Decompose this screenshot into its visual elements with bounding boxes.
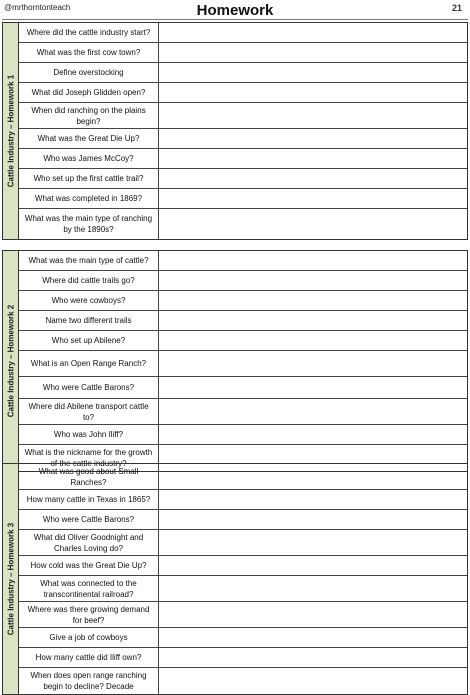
- answer-cell[interactable]: [159, 149, 467, 168]
- section-title: Cattle Industry – Homework 2: [6, 304, 15, 418]
- table-row: [19, 169, 467, 189]
- table-row: [19, 43, 467, 63]
- answer-cell[interactable]: [159, 251, 467, 270]
- question-cell: When does open range ranching begin to decline? Decade: [19, 668, 159, 694]
- answer-cell[interactable]: [159, 668, 467, 694]
- question-cell: What was the Great Die Up?: [19, 129, 159, 148]
- question-cell: What was connected to the transcontinental railroad?: [19, 576, 159, 601]
- question-cell: Define overstocking: [19, 63, 159, 82]
- section-title: Cattle Industry – Homework 3: [6, 522, 15, 636]
- page-number: 21: [451, 3, 462, 13]
- table-row: [19, 576, 467, 602]
- table-row: [19, 628, 467, 648]
- table-row: [19, 331, 467, 351]
- question-cell: What is an Open Range Ranch?: [19, 351, 159, 376]
- question-cell: Give a job of cowboys: [19, 628, 159, 647]
- question-cell: What was completed in 1869?: [19, 189, 159, 208]
- answer-cell[interactable]: [159, 169, 467, 188]
- question-cell: How many cattle did Iliff own?: [19, 648, 159, 667]
- table-row: [19, 648, 467, 668]
- question-cell: Where did cattle trails go?: [19, 271, 159, 290]
- answer-cell[interactable]: [159, 510, 467, 529]
- answer-cell[interactable]: [159, 189, 467, 208]
- table-row: [19, 351, 467, 377]
- author-handle: @mrthorntonteach: [4, 3, 71, 12]
- table-row: [19, 377, 467, 399]
- answer-cell[interactable]: [159, 556, 467, 575]
- answer-cell[interactable]: [159, 83, 467, 102]
- answer-cell[interactable]: [159, 490, 467, 509]
- section-side-label: [3, 464, 19, 694]
- section-side-label: [3, 23, 19, 239]
- section-side-label: [3, 251, 19, 471]
- question-table: [19, 464, 467, 694]
- table-row: [19, 83, 467, 103]
- question-cell: Who were cowboys?: [19, 291, 159, 310]
- table-row: [19, 668, 467, 694]
- table-row: [19, 399, 467, 425]
- homework-1-section: [2, 22, 468, 240]
- answer-cell[interactable]: [159, 311, 467, 330]
- table-row: [19, 251, 467, 271]
- question-cell: Where did Abilene transport cattle to?: [19, 399, 159, 424]
- question-cell: When did ranching on the plains begin?: [19, 103, 159, 128]
- header-divider: [2, 19, 468, 20]
- question-cell: Who set up the first cattle trail?: [19, 169, 159, 188]
- question-cell: What did Joseph Glidden open?: [19, 83, 159, 102]
- table-row: [19, 129, 467, 149]
- question-cell: Who were Cattle Barons?: [19, 377, 159, 398]
- answer-cell[interactable]: [159, 464, 467, 489]
- table-row: [19, 311, 467, 331]
- answer-cell[interactable]: [159, 425, 467, 444]
- table-row: [19, 530, 467, 556]
- question-table: [19, 23, 467, 239]
- table-row: [19, 63, 467, 83]
- answer-cell[interactable]: [159, 576, 467, 601]
- table-row: [19, 271, 467, 291]
- table-row: [19, 23, 467, 43]
- answer-cell[interactable]: [159, 530, 467, 555]
- answer-cell[interactable]: [159, 331, 467, 350]
- table-row: [19, 189, 467, 209]
- question-cell: How many cattle in Texas in 1865?: [19, 490, 159, 509]
- answer-cell[interactable]: [159, 209, 467, 239]
- answer-cell[interactable]: [159, 291, 467, 310]
- question-cell: What was the main type of cattle?: [19, 251, 159, 270]
- question-cell: Name two different trails: [19, 311, 159, 330]
- question-cell: Where did the cattle industry start?: [19, 23, 159, 42]
- question-cell: Who set up Abilene?: [19, 331, 159, 350]
- question-table: [19, 251, 467, 471]
- table-row: [19, 291, 467, 311]
- homework-2-section: [2, 250, 468, 472]
- table-row: [19, 103, 467, 129]
- question-cell: Who was James McCoy?: [19, 149, 159, 168]
- table-row: [19, 602, 467, 628]
- table-row: [19, 490, 467, 510]
- answer-cell[interactable]: [159, 648, 467, 667]
- answer-cell[interactable]: [159, 602, 467, 627]
- question-cell: Who were Cattle Barons?: [19, 510, 159, 529]
- table-row: [19, 425, 467, 445]
- page-title: Homework: [196, 2, 274, 19]
- table-row: [19, 149, 467, 169]
- table-row: [19, 510, 467, 530]
- answer-cell[interactable]: [159, 271, 467, 290]
- answer-cell[interactable]: [159, 23, 467, 42]
- page-header: [0, 0, 470, 22]
- section-title: Cattle Industry – Homework 1: [6, 74, 15, 188]
- table-row: [19, 556, 467, 576]
- answer-cell[interactable]: [159, 63, 467, 82]
- question-cell: What was the main type of ranching by the 1890s?: [19, 209, 159, 239]
- homework-3-section: [2, 463, 468, 695]
- answer-cell[interactable]: [159, 377, 467, 398]
- answer-cell[interactable]: [159, 103, 467, 128]
- question-cell: What was good about Small Ranches?: [19, 464, 159, 489]
- answer-cell[interactable]: [159, 628, 467, 647]
- question-cell: Where was there growing demand for beef?: [19, 602, 159, 627]
- question-cell: What did Oliver Goodnight and Charles Loving do?: [19, 530, 159, 555]
- answer-cell[interactable]: [159, 129, 467, 148]
- question-cell: How cold was the Great Die Up?: [19, 556, 159, 575]
- question-cell: What was the first cow town?: [19, 43, 159, 62]
- answer-cell[interactable]: [159, 43, 467, 62]
- answer-cell[interactable]: [159, 351, 467, 376]
- table-row: [19, 209, 467, 239]
- table-row: [19, 464, 467, 490]
- question-cell: Who was John Iliff?: [19, 425, 159, 444]
- answer-cell[interactable]: [159, 399, 467, 424]
- question-cell: What is the nickname for the growth of the cattle industry?: [19, 445, 159, 471]
